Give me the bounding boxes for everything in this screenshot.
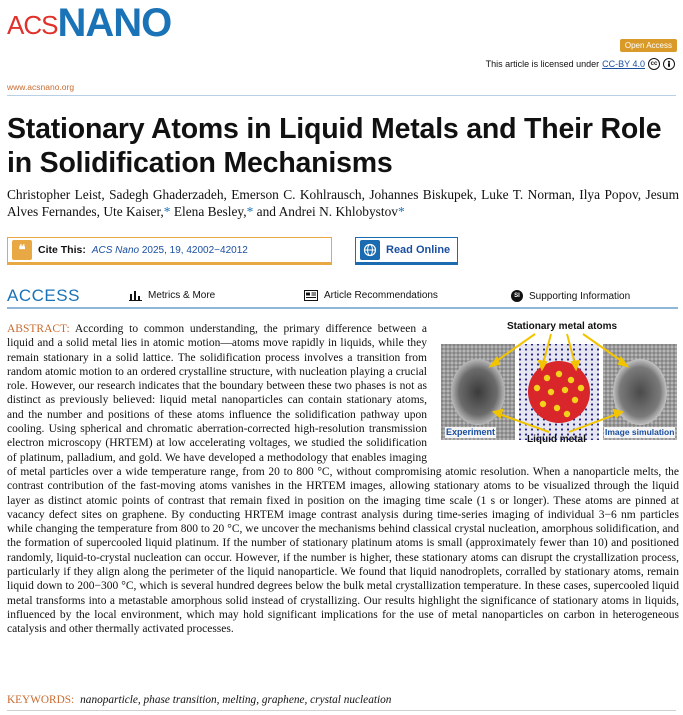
keywords — [7, 694, 679, 706]
header-divider — [7, 95, 676, 96]
cc-icon: cc — [648, 58, 660, 70]
author-besley[interactable]: Elena Besley, — [173, 204, 247, 219]
license-line — [486, 58, 675, 70]
cite-details: 2025, 19, 42002−42012 — [141, 244, 248, 256]
open-access-badge: Open Access — [620, 39, 677, 52]
metrics-link[interactable] — [129, 290, 215, 301]
abstract-label: ABSTRACT: — [7, 323, 70, 335]
globe-icon — [360, 240, 380, 260]
cite-this-box[interactable] — [7, 237, 332, 265]
toc-label-experiment: Experiment — [446, 427, 496, 437]
metrics-label: Metrics & More — [148, 290, 216, 301]
supporting-info-icon: SI — [511, 290, 523, 302]
recommendations-link[interactable] — [304, 290, 438, 301]
logo-acs: ACS — [7, 10, 58, 40]
toc-label-liquid: Liquid metal — [527, 434, 586, 445]
cite-journal: ACS Nano — [91, 244, 140, 256]
abstract — [7, 322, 679, 637]
citation[interactable] — [92, 245, 248, 256]
corresponding-star-khlobystov[interactable]: * — [398, 204, 405, 219]
keywords-label: KEYWORDS: — [7, 694, 75, 706]
access-bar — [7, 285, 678, 309]
cite-quote-icon: ❝ — [12, 240, 32, 260]
corresponding-star-besley[interactable]: * — [246, 204, 254, 219]
access-label: ACCESS — [7, 286, 80, 305]
corresponding-star-kaiser[interactable]: * — [163, 204, 171, 219]
journal-logo[interactable] — [7, 1, 172, 45]
author-list — [7, 186, 679, 220]
license-link[interactable]: CC-BY 4.0 — [602, 59, 645, 69]
abstract-text: According to common understanding, the primary difference between a liquid and a solid metal lies in atomic motion—atoms move rapidly in liquids, while they remain stationary in a solid lattice. The solidification process involves a transition from random atomic motion to an ordered crystalline structure, with nucleation playing a crucial role. However, our research indicates that the boundary between these two phases is not as distinct as previously believed: liquid metal nanoparticles can contain stationary atoms, and the number and positions of these atoms influence the solidification pathway upon cooling. Using spherical and chromatic aberration-corrected high-resolution transmission electron microscopy (HRTEM) at low accelerating voltages, we studied the solidification of platinum, palladium, and gold. We have developed a methodology that enables imaging of metal particles over a wide temperature range, from 20 to 800 °C, without compromising atomic resolution. When a nanoparticle melts, the contrast contribution of the fast-moving atoms vanishes in the HRTEM images, allowing stationary atoms to be visualized through the liquid layer as distinct atomic points of contrast that remain fixed in position on the imaging time scale (1 s or longer). These atoms are pinned at vacancy defect sites on graphene. By conducting HRTEM image contrast analysis during time-series imaging of individual 3−6 nm particles while changing the temperature from 800 to 20 °C, we uncover the mechanisms behind classical crystal nucleation, amorphous solidification, and the formation of supercooled liquid platinum. If the number of stationary platinum atoms is small (approximately fewer than 10) and positioned randomly, liquid-to-crystal nucleation can occur. However, if the number is higher, these stationary atoms can disrupt the crystallization process, particularly if they align along the perimeter of the liquid nanoparticle. We found that liquid nanodroplets, corralled by stationary atoms, remain liquid down to 200−300 °C, which is several hundred degrees below the bulk metal crystallization temperature. In these cases, supercooled liquid metal transforms into a metastable amorphous solid instead of crystallizing. Our results highlight the significance of stationary atoms in liquids, influenced by the local environment, which may hold significant implications for the use of metal nanoparticles on carbon in heterogeneous catalysis and other thermally activated processes. — [7, 323, 679, 636]
logo-nano: NANO — [57, 1, 172, 45]
supporting-info-link[interactable] — [511, 290, 630, 302]
authors-main[interactable]: Christopher Leist, Sadegh Ghaderzadeh, Emerson C. Kohlrausch, Johannes Biskupek, Luke T. Norman, Ilya Popov, Jesum Alves Fernandes, Ute Kaiser, — [7, 187, 679, 219]
supporting-info-label: Supporting Information — [529, 290, 631, 302]
toc-label-simulation: Image simulation — [605, 427, 675, 437]
cc-by-icon — [663, 58, 675, 70]
toc-label-stationary: Stationary metal atoms — [507, 321, 618, 332]
read-online-button[interactable] — [355, 237, 458, 265]
toc-graphic[interactable] — [439, 322, 679, 454]
recommendations-label: Article Recommendations — [324, 290, 438, 301]
cite-label: Cite This: — [38, 244, 86, 256]
article-title: Stationary Atoms in Liquid Metals and Their Role in Solidification Mechanisms — [7, 113, 662, 179]
site-url[interactable]: www.acsnano.org — [7, 82, 75, 92]
author-khlobystov[interactable]: and Andrei N. Khlobystov — [256, 204, 398, 219]
bar-chart-icon — [129, 290, 142, 301]
license-prefix: This article is licensed under — [485, 59, 600, 69]
article-icon — [304, 290, 318, 301]
keywords-list: nanoparticle, phase transition, melting, graphene, crystal nucleation — [80, 694, 392, 706]
read-online-label: Read Online — [386, 244, 451, 256]
bottom-divider — [7, 710, 676, 711]
